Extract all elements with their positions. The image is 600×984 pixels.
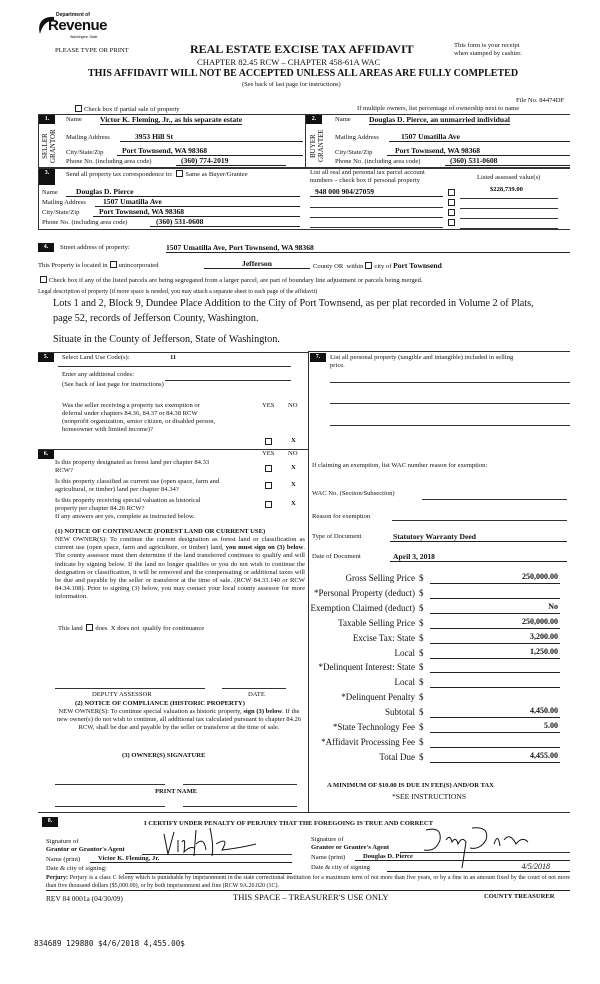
form-title: REAL ESTATE EXCISE TAX AFFIDAVIT — [190, 42, 414, 56]
forest-question: RCW? — [55, 467, 73, 474]
buyer-mailing-label: Mailing Address — [335, 134, 379, 141]
current-use-yes-checkbox[interactable] — [265, 482, 272, 489]
section-7-number: 7. — [310, 353, 326, 362]
type-or-print: PLEASE TYPE OR PRINT — [55, 47, 129, 54]
corr-name-label: Name — [42, 189, 58, 196]
if-yes-note: If any answers are yes, complete as instructed below. — [55, 513, 195, 520]
historic-question: Is this property receiving special valuation as historical — [55, 497, 201, 504]
personal-property-checkbox[interactable] — [448, 219, 455, 226]
section-4-number: 4. — [38, 243, 54, 252]
claiming-exemption-label: If claiming an exemption, list WAC number reason for exemption: — [312, 462, 488, 469]
forest-no-answer[interactable]: X — [291, 464, 296, 471]
owner-signature-label: (3) OWNER(S) SIGNATURE — [122, 752, 206, 759]
same-as-buyer-checkbox[interactable] — [176, 170, 183, 177]
yes-header: YES — [262, 450, 275, 457]
seller-side-label: SELLER GRANTOR — [41, 129, 57, 163]
tax-row-value[interactable]: 250,000.00 — [430, 617, 560, 629]
reason-label: Reason for exemption — [312, 513, 371, 520]
corr-phone[interactable]: (360) 531-0608 — [150, 217, 300, 227]
current-use-question: agricultural, or timber) land per chapter 84.34? — [55, 486, 179, 493]
tax-row-value[interactable]: 3,200.00 — [430, 632, 560, 644]
seller-mailing[interactable]: 3953 Hill St — [120, 132, 303, 142]
dor-logo — [36, 12, 108, 40]
tax-row-value[interactable]: 4,450.00 — [430, 706, 560, 718]
county[interactable]: Jefferson — [204, 259, 310, 269]
grantee-signature-label: Grantee or Grantee's Agent — [311, 844, 390, 851]
buyer-side-label: BUYER GRANTEE — [309, 129, 325, 163]
logo-top-text: Department of — [56, 12, 90, 18]
tax-row-value[interactable]: No — [430, 602, 560, 614]
form-revision: REV 84 0001a (04/30/09) — [46, 894, 123, 903]
grantee-date[interactable]: 4/5/2018 — [387, 862, 570, 872]
deputy-assessor-label: DEPUTY ASSESSOR — [92, 691, 152, 698]
tax-row — [320, 749, 570, 763]
parcel-header: List all real and personal tax parcel account — [310, 169, 425, 176]
receipt-note: This form is your receipt — [454, 42, 520, 49]
section-3-number: 3. — [39, 169, 55, 185]
personal-property-label: price. — [330, 362, 345, 369]
grantee-date-label: Date & city of signing — [311, 864, 370, 871]
tax-row-label: Exemption Claimed (deduct) — [310, 602, 415, 613]
tax-row-label: Local — [394, 647, 415, 658]
does-checkbox[interactable] — [86, 624, 93, 631]
parcel-number[interactable]: 948 000 904/27059 — [310, 187, 443, 197]
cashier-stamp: 834689 129880 $4/6/2018 4,455.00$ — [34, 939, 185, 948]
tax-row-value[interactable]: 4,455.00 — [430, 751, 560, 763]
grantee-name-label: Name (print) — [311, 854, 346, 861]
section-2-number: 2. — [306, 115, 322, 124]
wac-label: WAC No. (Section/Subsection) — [312, 490, 395, 497]
buyer-city-label: City/State/Zip — [335, 149, 373, 156]
currency-symbol: $ — [419, 617, 424, 628]
tax-row — [320, 689, 570, 703]
tax-row — [320, 719, 570, 733]
current-use-no-answer[interactable]: X — [291, 481, 296, 488]
legal-description: page 52, records of Jefferson County, Washington. — [53, 313, 259, 324]
tax-row-value[interactable] — [430, 661, 560, 673]
grantor-name[interactable]: Victor K. Fleming, Jr. — [90, 855, 292, 863]
seller-phone-label: Phone No. (including area code) — [66, 158, 152, 165]
partial-sale-checkbox[interactable] — [73, 105, 180, 113]
tax-row-value[interactable] — [430, 676, 560, 688]
form-chapter: CHAPTER 82.45 RCW – CHAPTER 458-61A WAC — [197, 57, 381, 67]
assessed-header: Listed assessed value(s) — [477, 174, 541, 181]
tax-row — [320, 630, 570, 644]
currency-symbol: $ — [419, 722, 424, 732]
segregated-line: Check box if any of the listed parcels are being segregated from a larger parcel, are part of boundary line adjustment or parcels being merged. — [38, 276, 423, 284]
document-type[interactable]: Statutory Warranty Deed — [390, 532, 567, 542]
personal-property-label: List all personal property (tangible and intangible) included in selling — [330, 354, 514, 361]
continuance-line: This land does X does not qualify for continuance — [58, 625, 205, 632]
perjury-notice: Perjury: Perjury is a class C felony which is punishable by imprisonment in the state correctional institution for a maximum term of not more than five years, or by a fine in an amount fixed by the court of not more than five thousand dollars ($5,000.00), or by both imprisonment and fine (RCW 9A.20.020 (1C). — [46, 875, 570, 891]
grantor-signature-label: Signature of — [46, 838, 79, 845]
legal-description: Lots 1 and 2, Block 9, Dundee Place Addition to the City of Port Townsend, as per plat recorded in Volume 2 of Plats, — [53, 298, 534, 309]
see-instructions-note: *SEE INSTRUCTIONS — [392, 792, 467, 801]
assessed-value[interactable]: $228,739.00 — [490, 186, 523, 193]
currency-symbol: $ — [419, 602, 424, 613]
property-street[interactable]: 1507 Umatilla Ave, Port Townsend, WA 98368 — [166, 243, 570, 253]
tax-row-label: Excise Tax: State — [352, 632, 415, 643]
personal-property-checkbox[interactable] — [448, 209, 455, 216]
corr-phone-label: Phone No. (including area code) — [42, 219, 128, 226]
personal-property-checkbox[interactable] — [448, 189, 455, 196]
tax-row-value[interactable]: 250,000.00 — [430, 572, 560, 584]
tax-row — [320, 570, 570, 584]
seller-phone[interactable]: (360) 774-2019 — [176, 156, 286, 166]
tax-row-label: *Delinquent Interest: State — [318, 662, 415, 673]
minimum-due-note: A MINIMUM OF $10.00 IS DUE IN FEE(S) AND/OR TAX — [327, 782, 494, 789]
section-1-number: 1. — [39, 115, 55, 124]
notice-continuance-title: (1) NOTICE OF CONTINUANCE (FOREST LAND OR CURRENT USE) — [55, 528, 266, 535]
exemption-question: Was the seller receiving a property tax exemption or — [62, 402, 200, 409]
corr-city-label: City/State/Zip — [42, 209, 80, 216]
city-line: County OR within city of Port Townsend — [313, 261, 442, 270]
logo-sub-text: Washington State — [70, 35, 98, 39]
tax-row — [320, 704, 570, 718]
grantor-signature — [160, 826, 265, 858]
buyer-city[interactable]: Port Townsend, WA 98368 — [387, 146, 570, 156]
print-name-label: PRINT NAME — [155, 788, 198, 795]
tax-row-value[interactable] — [430, 587, 560, 599]
exemption-no-answer[interactable]: X — [291, 437, 296, 444]
tax-row — [320, 615, 570, 629]
tax-row-label: Gross Selling Price — [345, 573, 415, 583]
currency-symbol: $ — [419, 751, 424, 762]
receipt-note: when stamped by cashier. — [454, 50, 522, 57]
currency-symbol: $ — [419, 707, 424, 718]
form-warning: THIS AFFIDAVIT WILL NOT BE ACCEPTED UNLESS ALL AREAS ARE FULLY COMPLETED — [88, 68, 519, 79]
notice-compliance-title: (2) NOTICE OF COMPLIANCE (HISTORIC PROPERTY) — [75, 700, 245, 707]
currency-symbol: $ — [419, 692, 424, 703]
corr-mailing[interactable]: 1507 Umatilla Ave — [95, 197, 300, 207]
located-line: This Property is located in unincorporated — [38, 262, 159, 269]
seller-name[interactable]: Victor K. Fleming, Jr., as his separate estate — [100, 115, 243, 124]
seller-name-label: Name — [66, 116, 82, 123]
notice-continuance-text: NEW OWNER(S): To continue the current designation as forest land or classification as current use (open space, farm and agriculture, or timber) land, you must sign on (3) below. The county assessor must then determine if the land transferred continues to qualify and will indicate by signing below. If the land no longer qualifies or you do not wish to continue the designation or classification, it will be removed and the compensating or additional taxes will be due and payable by the seller or transferor at the time of sale. (RCW 84.33.140 or RCW 84.34.108). Prior to signing (3) below, you may contact your local county assessor for more information. — [55, 536, 305, 601]
corr-name[interactable]: Douglas D. Pierce — [66, 187, 300, 197]
certify-statement: I CERTIFY UNDER PENALTY OF PERJURY THAT THE FOREGOING IS TRUE AND CORRECT — [144, 820, 433, 827]
tax-row-value[interactable]: 5.00 — [430, 721, 560, 733]
tax-row — [320, 659, 570, 673]
date-label: DATE — [248, 691, 265, 698]
exemption-yes-checkbox[interactable] — [265, 438, 272, 445]
doc-type-label: Type of Document — [312, 533, 362, 540]
tax-row-label: Subtotal — [384, 707, 415, 718]
exemption-question: (nonprofit organization, senior citizen, or disabled person, — [62, 418, 216, 425]
buyer-mailing[interactable]: 1507 Umatilla Ave — [389, 132, 570, 142]
treasurer-space-label: THIS SPACE – TREASURER'S USE ONLY — [233, 892, 389, 902]
currency-symbol: $ — [419, 736, 424, 747]
seller-mailing-label: Mailing Address — [66, 134, 110, 141]
currency-symbol: $ — [419, 587, 424, 598]
grantor-signature-label: Grantor or Grantor's Agent — [46, 846, 125, 853]
section-5-number: 5. — [38, 353, 54, 362]
exemption-question: homeowner with limited income)? — [62, 426, 154, 433]
historic-no-answer[interactable]: X — [291, 500, 296, 507]
forest-yes-checkbox[interactable] — [265, 465, 272, 472]
legal-description: Situate in the County of Jefferson, State of Washington. — [53, 334, 280, 345]
yes-header: YES — [262, 402, 275, 409]
tax-row-label: *Delinquent Penalty — [341, 692, 415, 703]
tax-row — [320, 674, 570, 688]
currency-symbol: $ — [419, 662, 424, 673]
section-8-number: 8. — [42, 817, 58, 827]
parcel-header: numbers – check box if personal property — [310, 177, 420, 184]
street-label: Street address of property: — [60, 244, 130, 251]
seller-city-label: City/State/Zip — [66, 149, 104, 156]
forest-question: Is this property designated as forest land per chapter 84.33 — [55, 459, 210, 466]
partial-sale-label: Check box if partial sale of property — [84, 106, 180, 113]
county-treasurer-label: COUNTY TREASURER — [484, 893, 555, 900]
currency-symbol: $ — [419, 573, 424, 583]
corr-city[interactable]: Port Townsend, WA 98368 — [93, 207, 300, 217]
currency-symbol: $ — [419, 647, 424, 658]
document-date[interactable]: April 3, 2018 — [390, 552, 567, 562]
tax-row — [320, 734, 570, 748]
tax-row-label: Local — [394, 677, 415, 688]
tax-row-value[interactable]: 1,250.00 — [430, 647, 560, 659]
tax-row-label: Taxable Selling Price — [338, 617, 415, 628]
buyer-phone-label: Phone No. (including area code) — [335, 158, 421, 165]
send-to-label: Send all property tax correspondence to: Same as Buyer/Grantee — [66, 171, 248, 178]
section-6-number: 6. — [38, 450, 54, 459]
additional-codes-note: (See back of last page for instructions) — [62, 381, 164, 388]
buyer-name-label: Name — [335, 116, 351, 123]
segregated-checkbox[interactable] — [40, 276, 47, 283]
tax-row-label: *Personal Property (deduct) — [314, 587, 415, 598]
land-use-label: Select Land Use Code(s): — [62, 354, 130, 361]
tax-row-label: Total Due — [379, 751, 415, 762]
tax-row — [320, 645, 570, 659]
currency-symbol: $ — [419, 632, 424, 643]
tax-row — [314, 585, 570, 599]
current-use-question: Is this property classified as current use (open space, farm and — [55, 478, 220, 485]
multiple-owners-note: If multiple owners, list percentage of ownership next to name — [357, 105, 520, 112]
grantor-date-label: Date & city of signing: — [46, 865, 107, 872]
historic-yes-checkbox[interactable] — [265, 501, 272, 508]
land-use-code[interactable]: 11 — [170, 354, 177, 361]
historic-question: property per chapter 84.26 RCW? — [55, 505, 145, 512]
tax-row — [310, 600, 570, 614]
personal-property-checkbox[interactable] — [448, 199, 455, 206]
buyer-phone[interactable]: (360) 531-0608 — [445, 156, 570, 166]
see-back-note: (See back of last page for instructions) — [242, 81, 341, 88]
additional-codes-label: Enter any additional codes: — [62, 371, 134, 378]
tax-row-value[interactable] — [430, 736, 560, 748]
no-header: NO — [288, 450, 298, 457]
tax-row-label: *Affidavit Processing Fee — [321, 736, 415, 747]
seller-city[interactable]: Port Townsend, WA 98368 — [117, 146, 303, 156]
notice-compliance-text: NEW OWNER(S): To continue special valuation as historic property, sign (3) below. If the new owner(s) do not wish to continue, all additional tax calculated pursuant to chapter 84.26 RCW, shall be due and payable by the seller or transferor at the time of sale. — [56, 708, 302, 732]
grantee-signature-label: Signature of — [311, 836, 344, 843]
buyer-name[interactable]: Douglas D. Pierce, an unmarried individual — [369, 115, 510, 124]
city-checkbox[interactable] — [365, 262, 372, 269]
exemption-question: deferral under chapters 84.36, 84.37 or 84.38 RCW — [62, 410, 198, 417]
no-header: NO — [288, 402, 298, 409]
file-number: File No. 84474DF — [516, 97, 565, 104]
legal-label: Legal description of property (if more space is needed, you may attach a separate sheet to each page of the affidavit) — [38, 289, 318, 295]
grantor-name-label: Name (print) — [46, 856, 81, 863]
tax-row-label: *State Technology Fee — [332, 722, 415, 732]
unincorporated-checkbox[interactable] — [110, 261, 117, 268]
currency-symbol: $ — [419, 677, 424, 688]
corr-mailing-label: Mailing Address — [42, 199, 86, 206]
grantee-name[interactable]: Douglas D. Pierce — [355, 853, 570, 861]
doc-date-label: Date of Document — [312, 553, 361, 560]
logo-main-text: Revenue — [48, 17, 108, 34]
